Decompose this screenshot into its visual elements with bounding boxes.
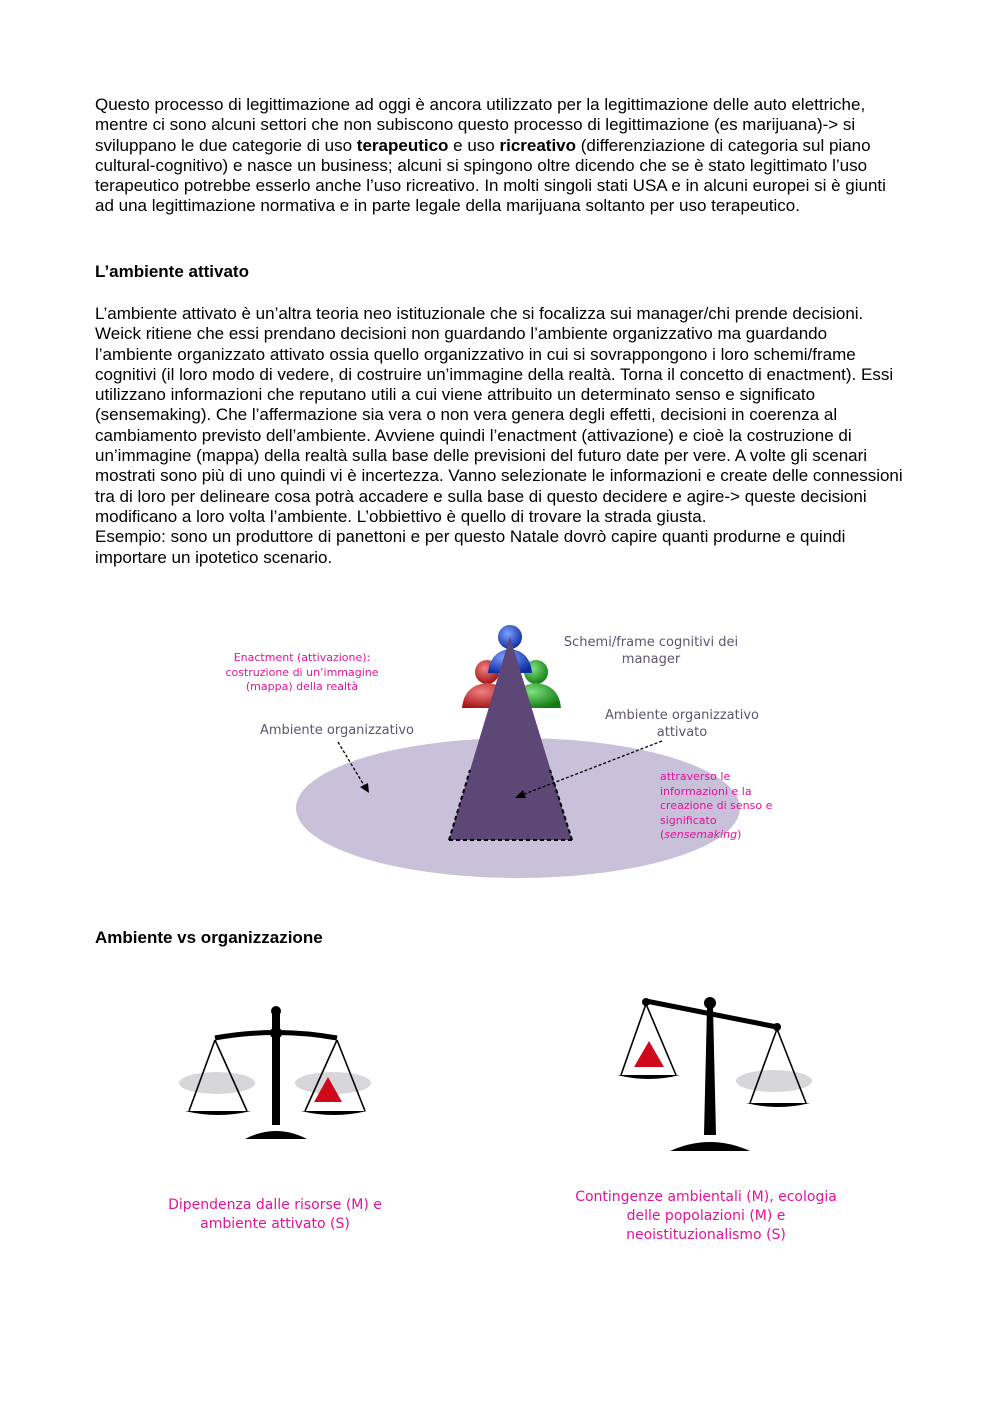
section1-paragraph: L’ambiente attivato è un’altra teoria neo istituzionale che si focalizza sui manager/chi prende decisioni. Weick ritiene che essi prendano decisioni non guardando l’ambiente organizzativo ma guardando l’ambiente organizzato attivato ossia quello organizzativo in cui si sovrappongono i loro schemi/frame cognitivi (il loro modo di vedere, di costruire un’immagine della realtà. Torna il concetto di enactment). Essi utilizzano informazioni che reputano utili a cui viene attribuito un determinato senso e significato (sensemaking). Che l’affermazione sia vera o non vera genera degli effetti, decisioni in coerenza al cambiamento previsto dell’ambiente. Avviene quindi l’enactment (attivazione) e cioè la costruzione di un’immagine (mappa) della realtà sulla base delle previsioni del futuro date per vere. A volte gli scenari mostrati sono più di uno quindi vi è incertezza. Vanno selezionate le informazioni e create delle connessioni tra di loro per delineare cosa potrà accadere e sulla base di questo decidere e agire-> queste decisioni modificano a loro volta l’ambiente. L’obbiettivo è quello di trovare la strada giusta. (95, 304, 903, 526)
balanced-scale-icon (175, 1005, 375, 1145)
intro-text-a: Questo processo di legittimazione ad oggi è ancora utilizzato per la legittimazione delle auto elettriche, mentre ci sono alcuni settori che non subiscono questo processo di legittimazione (es marijuana)-> si sviluppano le due categorie di uso (95, 95, 866, 155)
caption-right-scale: Contingenze ambientali (M), ecologia delle popolazioni (M) e neoistituzionalismo (S) (575, 1189, 837, 1243)
intro-bold-ricreativo: ricreativo (499, 135, 577, 155)
label-ambiente-organizzativo: Ambiente organizzativo (260, 723, 414, 738)
intro-text-b: e uso (448, 135, 500, 155)
label-sensemaking: attraverso le informazioni e la creazione di senso e significato (sensemaking) (660, 770, 773, 842)
label-enactment: Enactment (attivazione): costruzione di un’immagine (mappa) della realtà (225, 651, 379, 694)
intro-paragraph (95, 95, 907, 217)
caption-left-scale: Dipendenza dalle risorse (M) e ambiente attivato (S) (168, 1197, 382, 1232)
section1-body (95, 304, 907, 568)
weight-triangle-right (634, 1041, 664, 1067)
intro-text-c: (differenziazione di categoria sul piano cultural-cognitivo) e nasce un business; alcuni si spingono oltre dicendo che se è stato legittimato l’uso terapeutico potrebbe esserlo anche l’uso ricreativo. In molti singoli stati USA e in alcuni europei si è giunti ad una legittimazione normativa e in parte legale della marijuana soltanto per uso terapeutico. (95, 135, 886, 216)
section-title-ambiente-vs-organizzazione: Ambiente vs organizzazione (95, 928, 323, 947)
activated-environment-triangle (449, 637, 572, 840)
section-title-ambiente-attivato: L’ambiente attivato (95, 262, 249, 281)
intro-bold-terapeutico: terapeutico (356, 135, 449, 155)
label-ambiente-attivato: Ambiente organizzativo attivato (605, 708, 759, 740)
tilted-scale-icon (612, 995, 822, 1155)
label-schemi: Schemi/frame cognitivi dei manager (563, 635, 739, 667)
section1-example: Esempio: sono un produttore di panettoni e per questo Natale dovrò capire quanti produrne e quindi importare un ipotetico scenario. (95, 527, 846, 567)
